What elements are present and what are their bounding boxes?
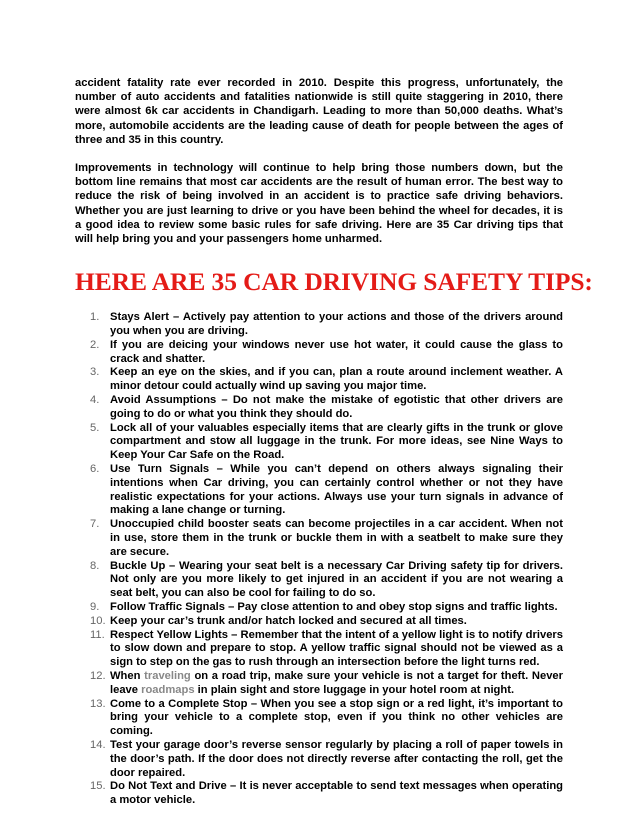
list-item-text: Unoccupied child booster seats can become projectiles in a car accident. When not in use, store them in the trunk or buckle them in with a seatbelt to make sure they are secure. xyxy=(110,518,563,558)
list-item-text: Come to a Complete Stop – When you see a stop sign or a red light, it’s important to bring your vehicle to a complete stop, even if you think no other vehicles are coming. xyxy=(110,697,563,738)
list-item xyxy=(75,311,563,339)
list-item-text: Keep an eye on the skies, and if you can, plan a route around inclement weather. A minor detour could actually wind up saving you major time. xyxy=(110,366,563,393)
list-item xyxy=(75,560,563,601)
list-item-text: Respect Yellow Lights – Remember that the intent of a yellow light is to notify drivers to slow down and prepare to stop. A yellow traffic signal should not be viewed as a sign to step on the gas to rush through an intersection before the light turns red. xyxy=(110,628,563,669)
list-item-text: If you are deicing your windows never use hot water, it could cause the glass to crack and shatter. xyxy=(110,338,563,365)
list-item xyxy=(75,739,563,780)
list-item-number: 11. xyxy=(90,628,105,641)
list-item-text: Avoid Assumptions – Do not make the mistake of egotistic that other drivers are going to do or what you think they should do. xyxy=(110,394,563,420)
section-heading: HERE ARE 35 CAR DRIVING SAFETY TIPS: xyxy=(75,267,593,297)
list-item xyxy=(75,629,563,670)
list-item xyxy=(75,463,563,518)
list-item-text: Do Not Text and Drive – It is never acceptable to send text messages when operating a motor vehicle. xyxy=(110,780,563,807)
list-item-text: Stays Alert – Actively pay attention to your actions and those of the drivers around you when you are driving. xyxy=(110,311,563,338)
intro-paragraph-1: accident fatality rate ever recorded in 2010. Despite this progress, unfortunately, the number of auto accidents and fatalities nationwide is still quite staggering in 2010, there were almost 6k car accidents in Chandigarh. Leading to more than 50,000 deaths. What’s more, automobile accidents are the leading cause of death for people between the ages of three and 35 in this country. xyxy=(75,77,563,146)
list-item-number: 9. xyxy=(90,600,100,613)
list-item xyxy=(75,366,563,394)
list-item xyxy=(75,518,563,559)
list-item xyxy=(75,422,563,463)
list-item-text-b: on a road trip, make sure your vehicle is not a target for theft. Never leave xyxy=(110,669,563,696)
list-item-text: Buckle Up – Wearing your seat belt is a necessary Car Driving safety tip for drivers. Not only are you more likely to get injured in an accident if you are not wearing a seat belt, you can also be cool for failing to do so. xyxy=(110,559,563,600)
traveling-link[interactable]: traveling xyxy=(144,669,191,682)
list-item-text: Keep your car’s trunk and/or hatch locked and secured at all times. xyxy=(110,614,467,627)
list-item-text-c: in plain sight and store luggage in your hotel room at night. xyxy=(194,683,515,696)
list-item xyxy=(75,698,563,739)
list-item-number: 5. xyxy=(90,421,100,434)
list-item-number: 8. xyxy=(90,559,100,572)
list-item-number: 2. xyxy=(90,338,100,351)
intro-paragraph-2: Improvements in technology will continue to help bring those numbers down, but the bottom line remains that most car accidents are the result of human error. The best way to reduce the risk of being involved in an accident is to practice safe driving behaviors. Whether you are just learning to drive or you have been behind the wheel for decades, it is a good idea to review some basic rules for safe driving. Here are 35 Car driving tips that will help bring you and your passengers home unharmed. xyxy=(75,162,563,246)
roadmaps-link[interactable]: roadmaps xyxy=(141,683,195,696)
document-page xyxy=(75,76,593,808)
list-item-text: Lock all of your valuables especially items that are clearly gifts in the trunk or glove compartment and stow all luggage in the trunk. For more ideas, see Nine Ways to Keep Your Car Safe on the Road. xyxy=(110,421,563,462)
list-item xyxy=(75,780,563,808)
list-item-number: 13. xyxy=(90,697,106,710)
list-item-number: 3. xyxy=(90,366,100,379)
list-item-number: 1. xyxy=(90,311,100,324)
list-item-number: 12. xyxy=(90,669,106,682)
list-item-text: Use Turn Signals – While you can’t depend on others always signaling their intentions when Car driving, you can certainly control whether or not they have realistic expectations for your actions. Always use your turn signals in advance of making a lane change or turning. xyxy=(110,463,563,517)
list-item-text: Test your garage door’s reverse sensor regularly by placing a roll of paper towels in the door’s path. If the door does not directly reverse after contacting the roll, get the door repaired. xyxy=(110,738,563,779)
list-item xyxy=(75,601,563,615)
list-item xyxy=(75,339,563,367)
list-item xyxy=(75,670,563,698)
list-item xyxy=(75,615,563,629)
list-item-text-a: When xyxy=(110,669,145,682)
list-item-number: 4. xyxy=(90,394,100,407)
list-item-number: 7. xyxy=(90,518,100,531)
list-item-text: Follow Traffic Signals – Pay close attention to and obey stop signs and traffic lights. xyxy=(110,600,558,613)
list-item xyxy=(75,394,563,422)
list-item-number: 6. xyxy=(90,463,100,475)
tips-list xyxy=(75,311,563,808)
list-item-number: 14. xyxy=(90,738,106,751)
list-item-number: 10. xyxy=(90,614,106,627)
list-item-number: 15. xyxy=(90,780,106,793)
